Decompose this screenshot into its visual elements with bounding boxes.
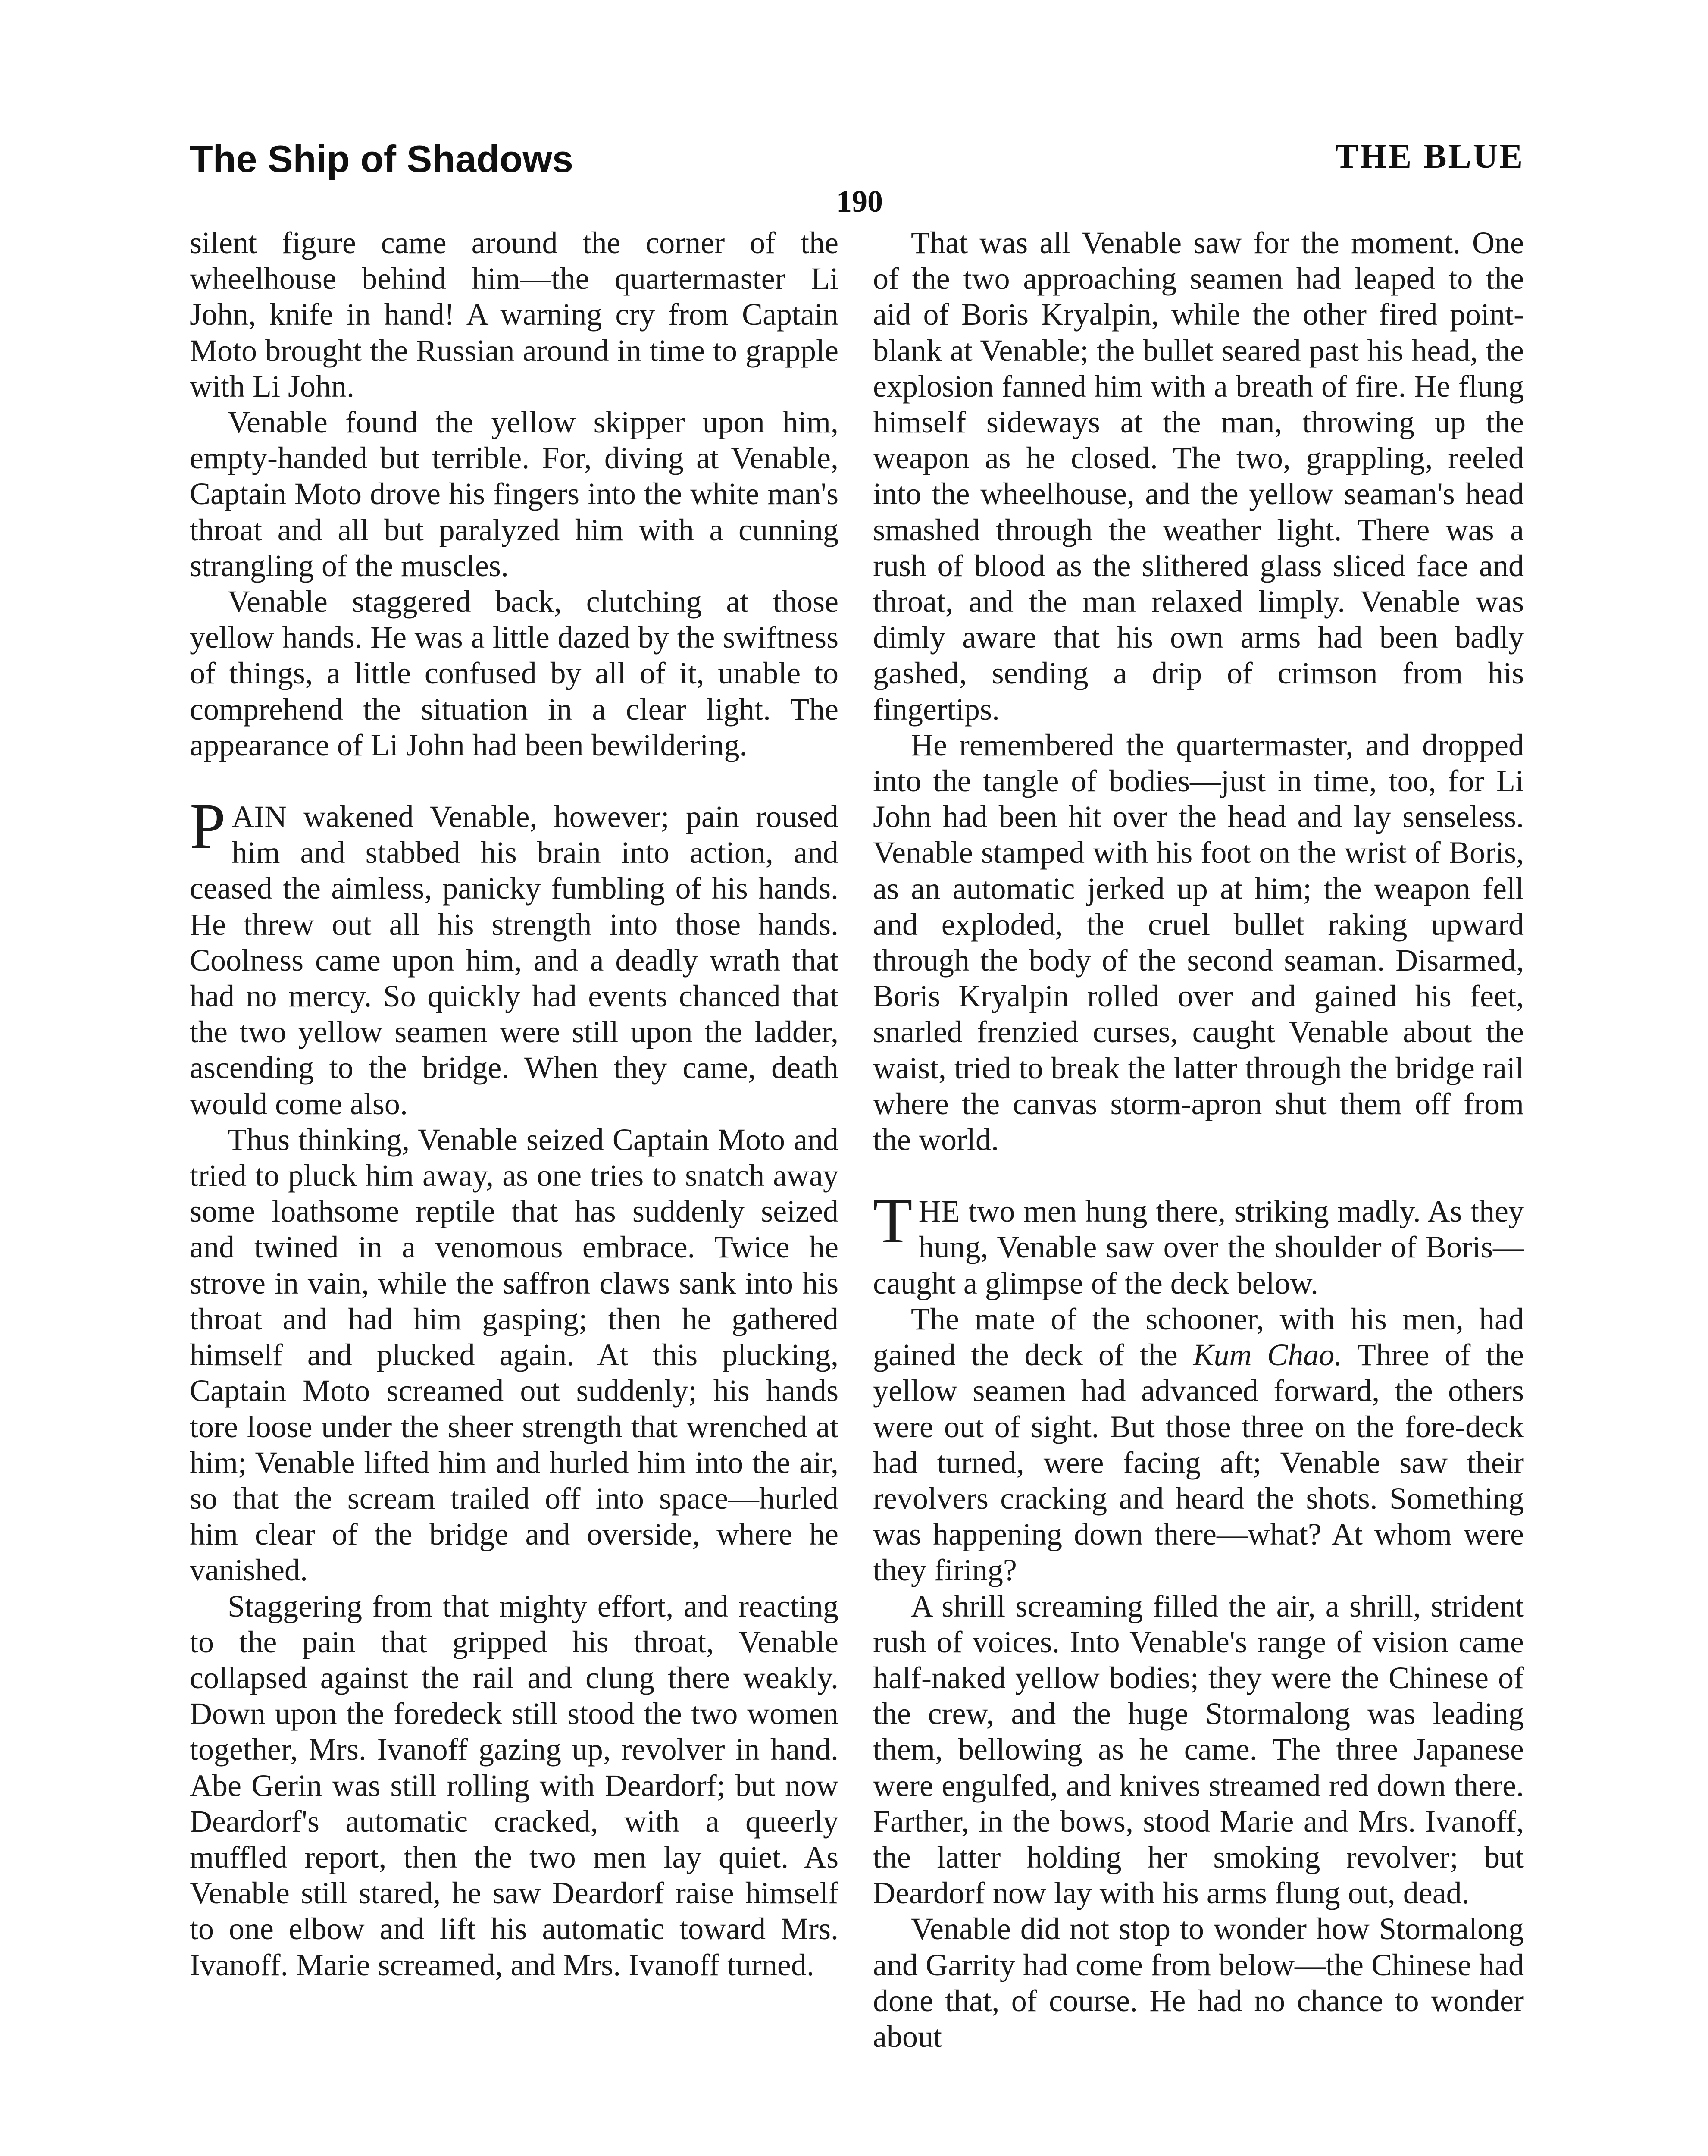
paragraph (873, 1301, 1524, 1589)
paragraph-text: HE two men hung there, striking madly. As they hung, Venable saw over the shoulder of Boris—caught a glimpse of the deck below. (873, 1194, 1524, 1300)
paragraph-text: The mate of the schooner, with his men, had gained the deck of the (873, 1301, 1524, 1373)
drop-cap: P (190, 790, 226, 862)
paragraph: Staggering from that mighty effort, and reacting to the pain that gripped his throat, Venable collapsed against the rail and clung there weakly. Down upon the foredeck still stood the two women together, Mrs. Ivanoff gazing up, revolver in hand. Abe Gerin was still rolling with Deardorf; but now Deardorf's automatic cracked, with a queerly muffled report, then the two men lay quiet. As Venable still stared, he saw Deardorf raise himself to one elbow and lift his automatic toward Mrs. Ivanoff. Marie screamed, and Mrs. Ivanoff turned. (190, 1589, 838, 1982)
paragraph: Venable did not stop to wonder how Stormalong and Garrity had come from below—the Chinese had done that, of course. He had no chance to wonder about (873, 1912, 1524, 2054)
left-column (190, 225, 838, 1983)
section-paragraph (190, 790, 838, 1122)
paragraph: Thus thinking, Venable seized Captain Moto and tried to pluck him away, as one tries to snatch away some loathsome reptile that has suddenly seized and twined in a venomous embrace. Twice he strove in vain, while the saffron claws sank into his throat and had him gasping; then he gathered himself and plucked again. At this plucking, Captain Moto screamed out suddenly; his hands tore loose under the sheer strength that wrenched at him; Venable lifted him and hurled him into the air, so that the scream trailed off into space—hurled him clear of the bridge and overside, where he vanished. (190, 1122, 838, 1588)
running-title-right: THE BLUE (1335, 138, 1524, 175)
paragraph: Venable staggered back, clutching at those yellow hands. He was a little dazed by the swiftness of things, a little confused by all of it, unable to comprehend the situation in a clear light. The appearance of Li John had been bewildering. (190, 584, 838, 762)
paragraph-text: AIN wakened Venable, however; pain roused him and stabbed his brain into action, and ceased the aimless, panicky fumbling of his hands. He threw out all his strength into those hands. Coolness came upon him, and a deadly wrath that had no mercy. So quickly had events chanced that the two yellow seamen were still upon the ladder, ascending to the bridge. When they came, death would come also. (190, 799, 838, 1121)
paragraph: Venable found the yellow skipper upon him, empty-handed but terrible. For, diving at Venable, Captain Moto drove his fingers into the white man's throat and all but paralyzed him with a cunning strangling of the muscles. (190, 405, 838, 583)
paragraph: He remembered the quartermaster, and dropped into the tangle of bodies—just in time, too, for Li John had been hit over the head and lay senseless. Venable stamped with his foot on the wrist of Boris, as an automatic jerked up at him; the weapon fell and exploded, the cruel bullet raking upward through the body of the second seaman. Disarmed, Boris Kryalpin rolled over and gained his feet, snarled frenzied curses, caught Venable about the waist, tried to break the latter through the bridge rail where the canvas storm-apron shut them off from the world. (873, 727, 1524, 1157)
paragraph: That was all Venable saw for the moment. One of the two approaching seamen had leaped to the aid of Boris Kryalpin, while the other fired point-blank at Venable; the bullet seared past his head, the explosion fanned him with a breath of fire. He flung himself sideways at the man, throwing up the weapon as he closed. The two, grappling, reeled into the wheelhouse, and the yellow seaman's head smashed through the weather light. There was a rush of blood as the slithered glass sliced face and throat, and the man relaxed limply. Venable was dimly aware that his own arms had been badly gashed, sending a drip of crimson from his fingertips. (873, 226, 1524, 727)
ship-name: Kum Chao. (1193, 1338, 1342, 1373)
drop-cap: T (873, 1185, 913, 1257)
right-column (873, 225, 1524, 2055)
paragraph: A shrill screaming filled the air, a shrill, strident rush of voices. Into Venable's range of vision came half-naked yellow bodies; they were the Chinese of the crew, and the huge Stormalong was leading them, bellowing as he came. The three Japanese were engulfed, and knives streamed red down there. Farther, in the bows, stood Marie and Mrs. Ivanoff, the latter holding her smoking revolver; but Deardorf now lay with his arms flung out, dead. (873, 1589, 1524, 1911)
running-title-left: The Ship of Shadows (190, 138, 573, 180)
paragraph: silent figure came around the corner of the wheelhouse behind him—the quartermaster Li John, knife in hand! A warning cry from Captain Moto brought the Russian around in time to grapple with Li John. (190, 226, 838, 404)
page-number: 190 (836, 184, 883, 219)
paragraph-text: Three of the yellow seamen had advanced forward, the others were out of sight. But those three on the fore-deck had turned, were facing aft; Venable saw their revolvers cracking and heard the shots. Something was happening down there—what? At whom were they firing? (873, 1338, 1524, 1588)
section-paragraph (873, 1185, 1524, 1301)
